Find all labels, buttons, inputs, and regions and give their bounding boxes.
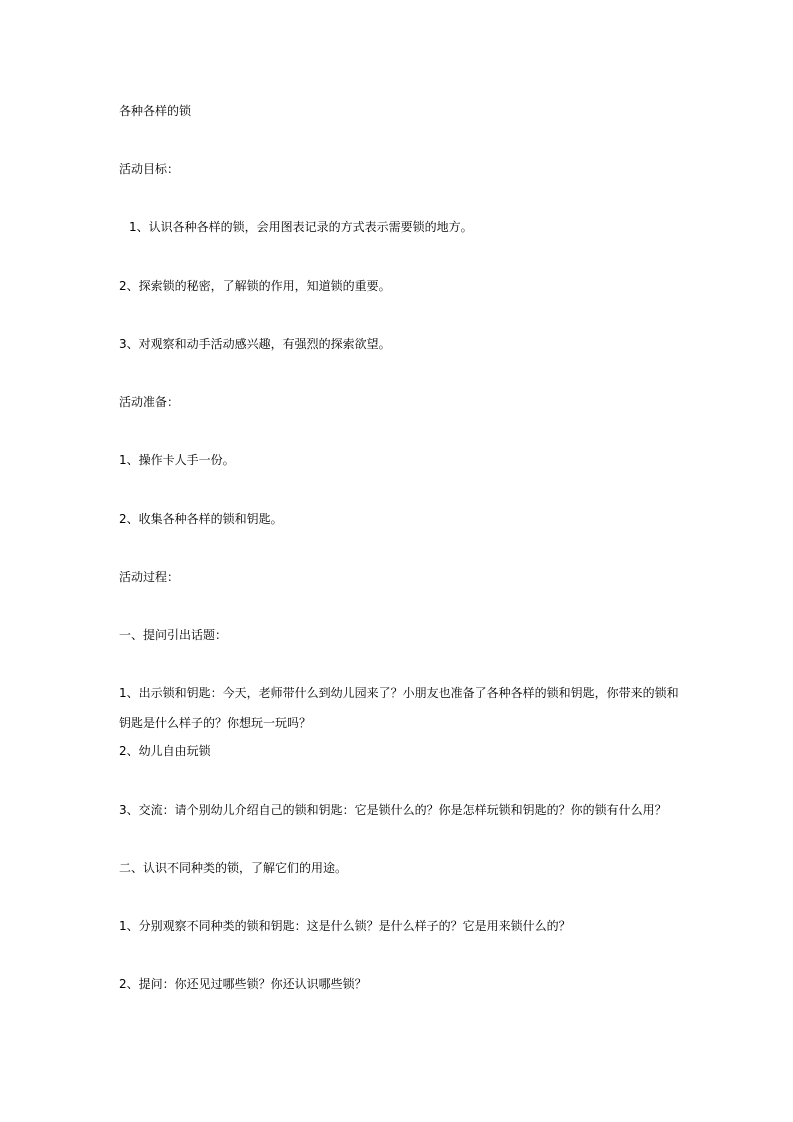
process-paragraph-line-1: 1、出示锁和钥匙：今天，老师带什么到幼儿园来了？小朋友也准备了各种各样的锁和钥匙，你带来的锁和 — [119, 686, 679, 700]
process-item-2-1: 1、分别观察不同种类的锁和钥匙：这是什么锁？是什么样子的？它是用来锁什么的？ — [119, 919, 571, 933]
goal-item-1: 1、认识各种各样的锁，会用图表记录的方式表示需要锁的地方。 — [129, 220, 473, 234]
goal-item-2: 2、探索锁的秘密，了解锁的作用，知道锁的重要。 — [119, 279, 391, 293]
section-heading-preparation: 活动准备： — [119, 395, 180, 409]
process-item-2: 2、幼儿自由玩锁 — [119, 744, 211, 758]
process-subheading-1: 一、提问引出话题： — [119, 628, 228, 642]
section-heading-goals: 活动目标： — [119, 162, 180, 176]
process-item-2-2: 2、提问：你还见过哪些锁？你还认识哪些锁？ — [119, 977, 367, 991]
preparation-item-2: 2、收集各种各样的锁和钥匙。 — [119, 512, 283, 526]
preparation-item-1: 1、操作卡人手一份。 — [119, 453, 235, 467]
section-heading-process: 活动过程： — [119, 570, 180, 584]
process-item-3: 3、交流：请个别幼儿介绍自己的锁和钥匙：它是锁什么的？你是怎样玩锁和钥匙的？你的锁有什么用？ — [119, 803, 667, 817]
process-subheading-2: 二、认识不同种类的锁，了解它们的用途。 — [119, 861, 348, 875]
document-title: 各种各样的锁 — [119, 104, 192, 118]
goal-item-3: 3、对观察和动手活动感兴趣，有强烈的探索欲望。 — [119, 337, 391, 351]
process-paragraph-line-2: 钥匙是什么样子的？你想玩一玩吗？ — [119, 716, 312, 730]
